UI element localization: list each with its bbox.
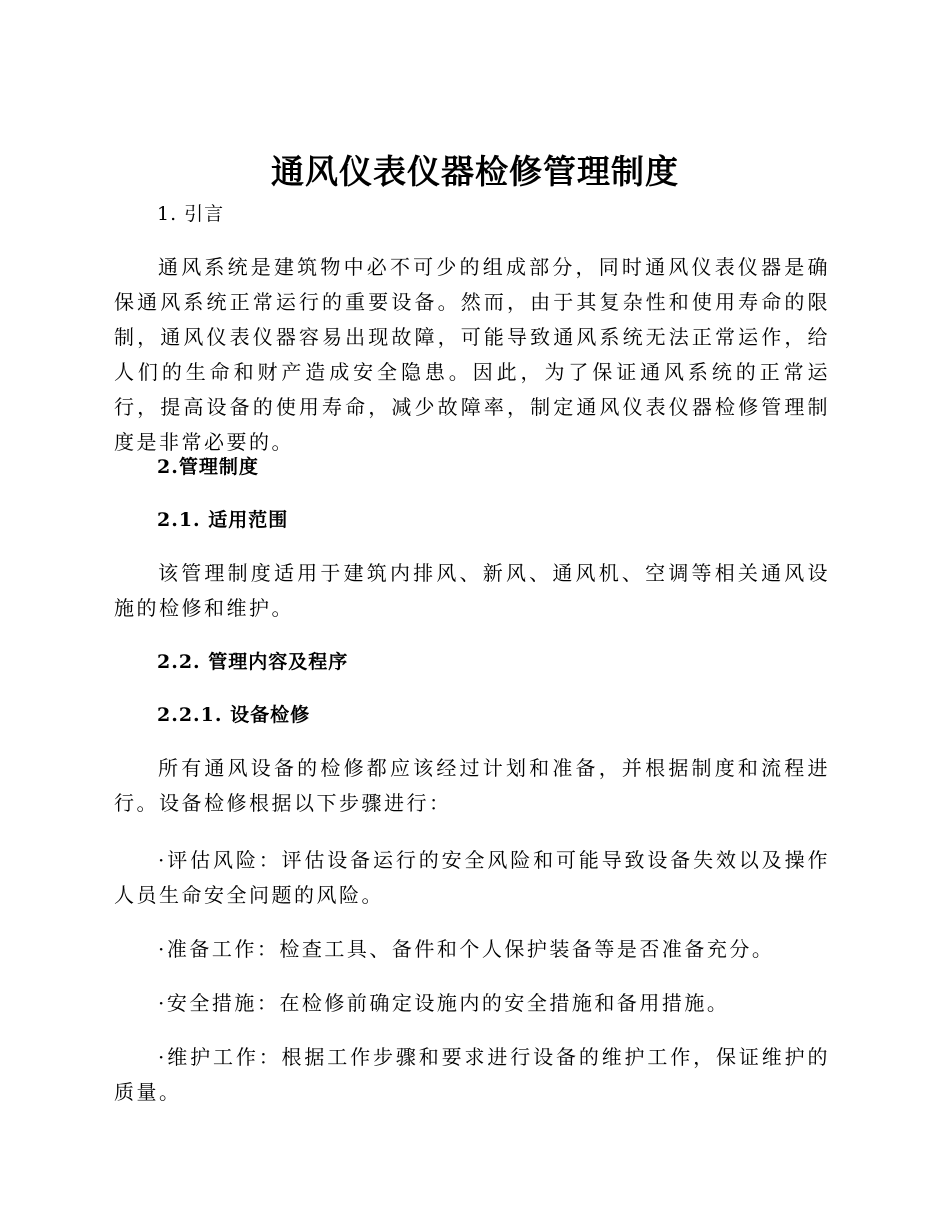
document-title: 通风仪表仪器检修管理制度 [271, 152, 679, 191]
bullet-item: ·评估风险：评估设备运行的安全风险和可能导致设备失效以及操作人员生命安全问题的风险。 [114, 848, 830, 907]
bullet-item: ·维护工作：根据工作步骤和要求进行设备的维护工作，保证维护的质量。 [114, 1045, 830, 1104]
section-1-heading: 1. 引言 [157, 203, 225, 225]
section-2-2-heading: 2.2. 管理内容及程序 [157, 651, 349, 673]
section-2-2-1-heading: 2.2.1. 设备检修 [157, 704, 311, 726]
section-2-2-1-paragraph: 所有通风设备的检修都应该经过计划和准备，并根据制度和流程进行。设备检修根据以下步骤进行： [114, 756, 830, 815]
bullet-item: ·准备工作：检查工具、备件和个人保护装备等是否准备充分。 [158, 937, 775, 961]
bullet-item: ·安全措施：在检修前确定设施内的安全措施和备用措施。 [158, 991, 730, 1015]
section-2-1-heading: 2.1. 适用范围 [157, 509, 289, 531]
section-2-1-paragraph: 该管理制度适用于建筑内排风、新风、通风机、空调等相关通风设施的检修和维护。 [114, 561, 830, 620]
section-1-paragraph: 通风系统是建筑物中必不可少的组成部分，同时通风仪表仪器是确保通风系统正常运行的重要设备。然而，由于其复杂性和使用寿命的限制，通风仪表仪器容易出现故障，可能导致通风系统无法正常运作，给人们的生命和财产造成安全隐患。因此，为了保证通风系统的正常运行，提高设备的使用寿命，减少故障率，制定通风仪表仪器检修管理制度是非常必要的。 [114, 255, 830, 454]
section-2-heading: 2.管理制度 [157, 456, 259, 478]
